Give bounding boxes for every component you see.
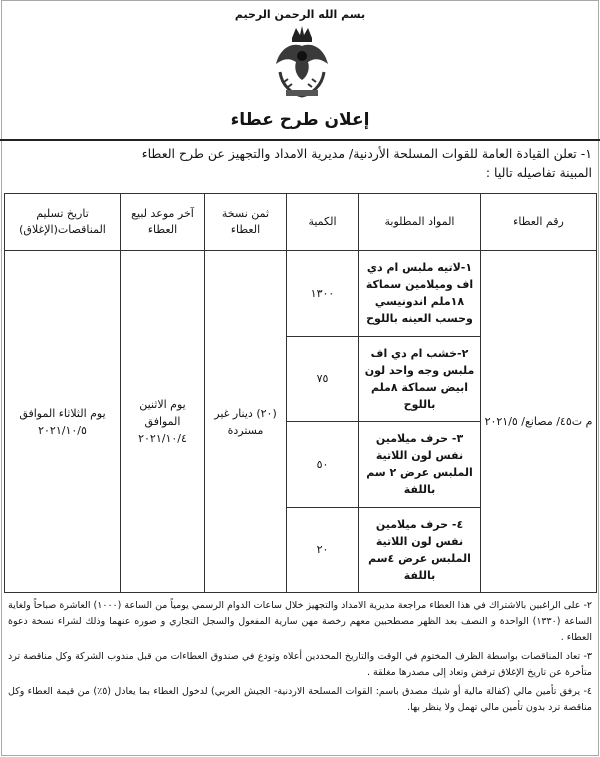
title-divider <box>0 139 600 141</box>
header-tender-no: رقم العطاء <box>481 194 597 251</box>
last-sale-date <box>121 251 205 593</box>
copy-price: (٢٠) دينار غير مستردة <box>205 251 287 593</box>
table-row <box>5 251 597 337</box>
announcement-title: إعلان طرح عطاء <box>230 110 370 130</box>
item-description: ٢-خشب ام دي اف ملبس وجه واحد لون ابيض سماكة ٨ملم باللوح <box>359 336 481 422</box>
last-sale-label: الموافق <box>144 415 181 428</box>
item-quantity: ٥٠ <box>287 422 359 508</box>
last-sale-value: ٢٠٢١/١٠/٤ <box>138 432 187 445</box>
basmala: بسم الله الرحمن الرحيم <box>234 8 366 21</box>
closing-value: ٢٠٢١/١٠/٥ <box>38 423 87 437</box>
intro-paragraph <box>8 144 592 182</box>
note-submission: ٣- تعاد المناقصات بواسطة الظرف المختوم في الوقت والتاريخ المحددين أعلاه وتودع في صندوق العطاءات من قبل مندوب الشركة وكل مناقصة ترد متأخرة عن تاريخ الإغلاق ترفض وتعاد إلى مصدرها مغلقة . <box>8 651 592 678</box>
note-registration: ٢- على الراغبين بالاشتراك في هذا العطاء مراجعة مديرية الامداد والتجهيز خلال ساعات الدوام الرسمي يومياً من الساعة (١٠٠٠) العاشرة صباحاً ولغاية الساعة (١٣٣٠) الواحدة و النصف بعد الظهر مصطحبين معهم رخصة مهن سارية المفعول والسجل التجاري و صوره عنهما وذلك لشراء نسخة دعوة العطاء . <box>7 600 592 643</box>
note-guarantee: ٤- يرفق تأمين مالي (كفالة مالية أو شيك مصدق باسم: القوات المسلحة الاردنية- الجيش العربي) لدخول العطاء بما يعادل (٥٪) من قيمة العطاء وكل مناقصة ترد بدون تأمين مالي تهمل ولا ينظر بها. <box>8 686 592 713</box>
item-quantity: ٧٥ <box>287 336 359 422</box>
item-description: ١-لاتيه ملبس ام دي اف وميلامين سماكة ١٨ملم اندونيسي وحسب العينه باللوح <box>359 251 481 337</box>
item-description: ٣- حرف ميلامين نفس لون اللاتية الملبس عرض ٢ سم باللفة <box>359 422 481 508</box>
closing-date <box>5 251 121 593</box>
tender-table <box>4 193 597 593</box>
last-sale-day: يوم الاثنين <box>139 398 186 411</box>
terms-notes <box>8 598 592 719</box>
closing-day: يوم الثلاثاء الموافق <box>19 406 106 420</box>
header-quantity: الكمية <box>287 194 359 251</box>
item-quantity: ١٣٠٠ <box>287 251 359 337</box>
header-last-sale: آخر موعد لبيع العطاء <box>121 194 205 251</box>
table-header-row <box>5 194 597 251</box>
tender-number: م ت٤٥/ مصانع/ ٢٠٢١/٥ <box>481 251 597 593</box>
intro-line-1: ١- تعلن القيادة العامة للقوات المسلحة الأردنية/ مديرية الامداد والتجهيز عن طرح العطاء <box>141 146 592 161</box>
army-emblem-icon <box>272 24 332 100</box>
header-materials: المواد المطلوبة <box>359 194 481 251</box>
item-quantity: ٢٠ <box>287 507 359 593</box>
intro-line-2: المبينة تفاصيله تاليا : <box>485 165 592 180</box>
header-price: ثمن نسخة العطاء <box>205 194 287 251</box>
item-description: ٤- حرف ميلامين نفس لون اللاتية الملبس عرض ٤سم باللفة <box>359 507 481 593</box>
header-closing: تاريخ تسليم المناقصات(الإغلاق) <box>5 194 121 251</box>
